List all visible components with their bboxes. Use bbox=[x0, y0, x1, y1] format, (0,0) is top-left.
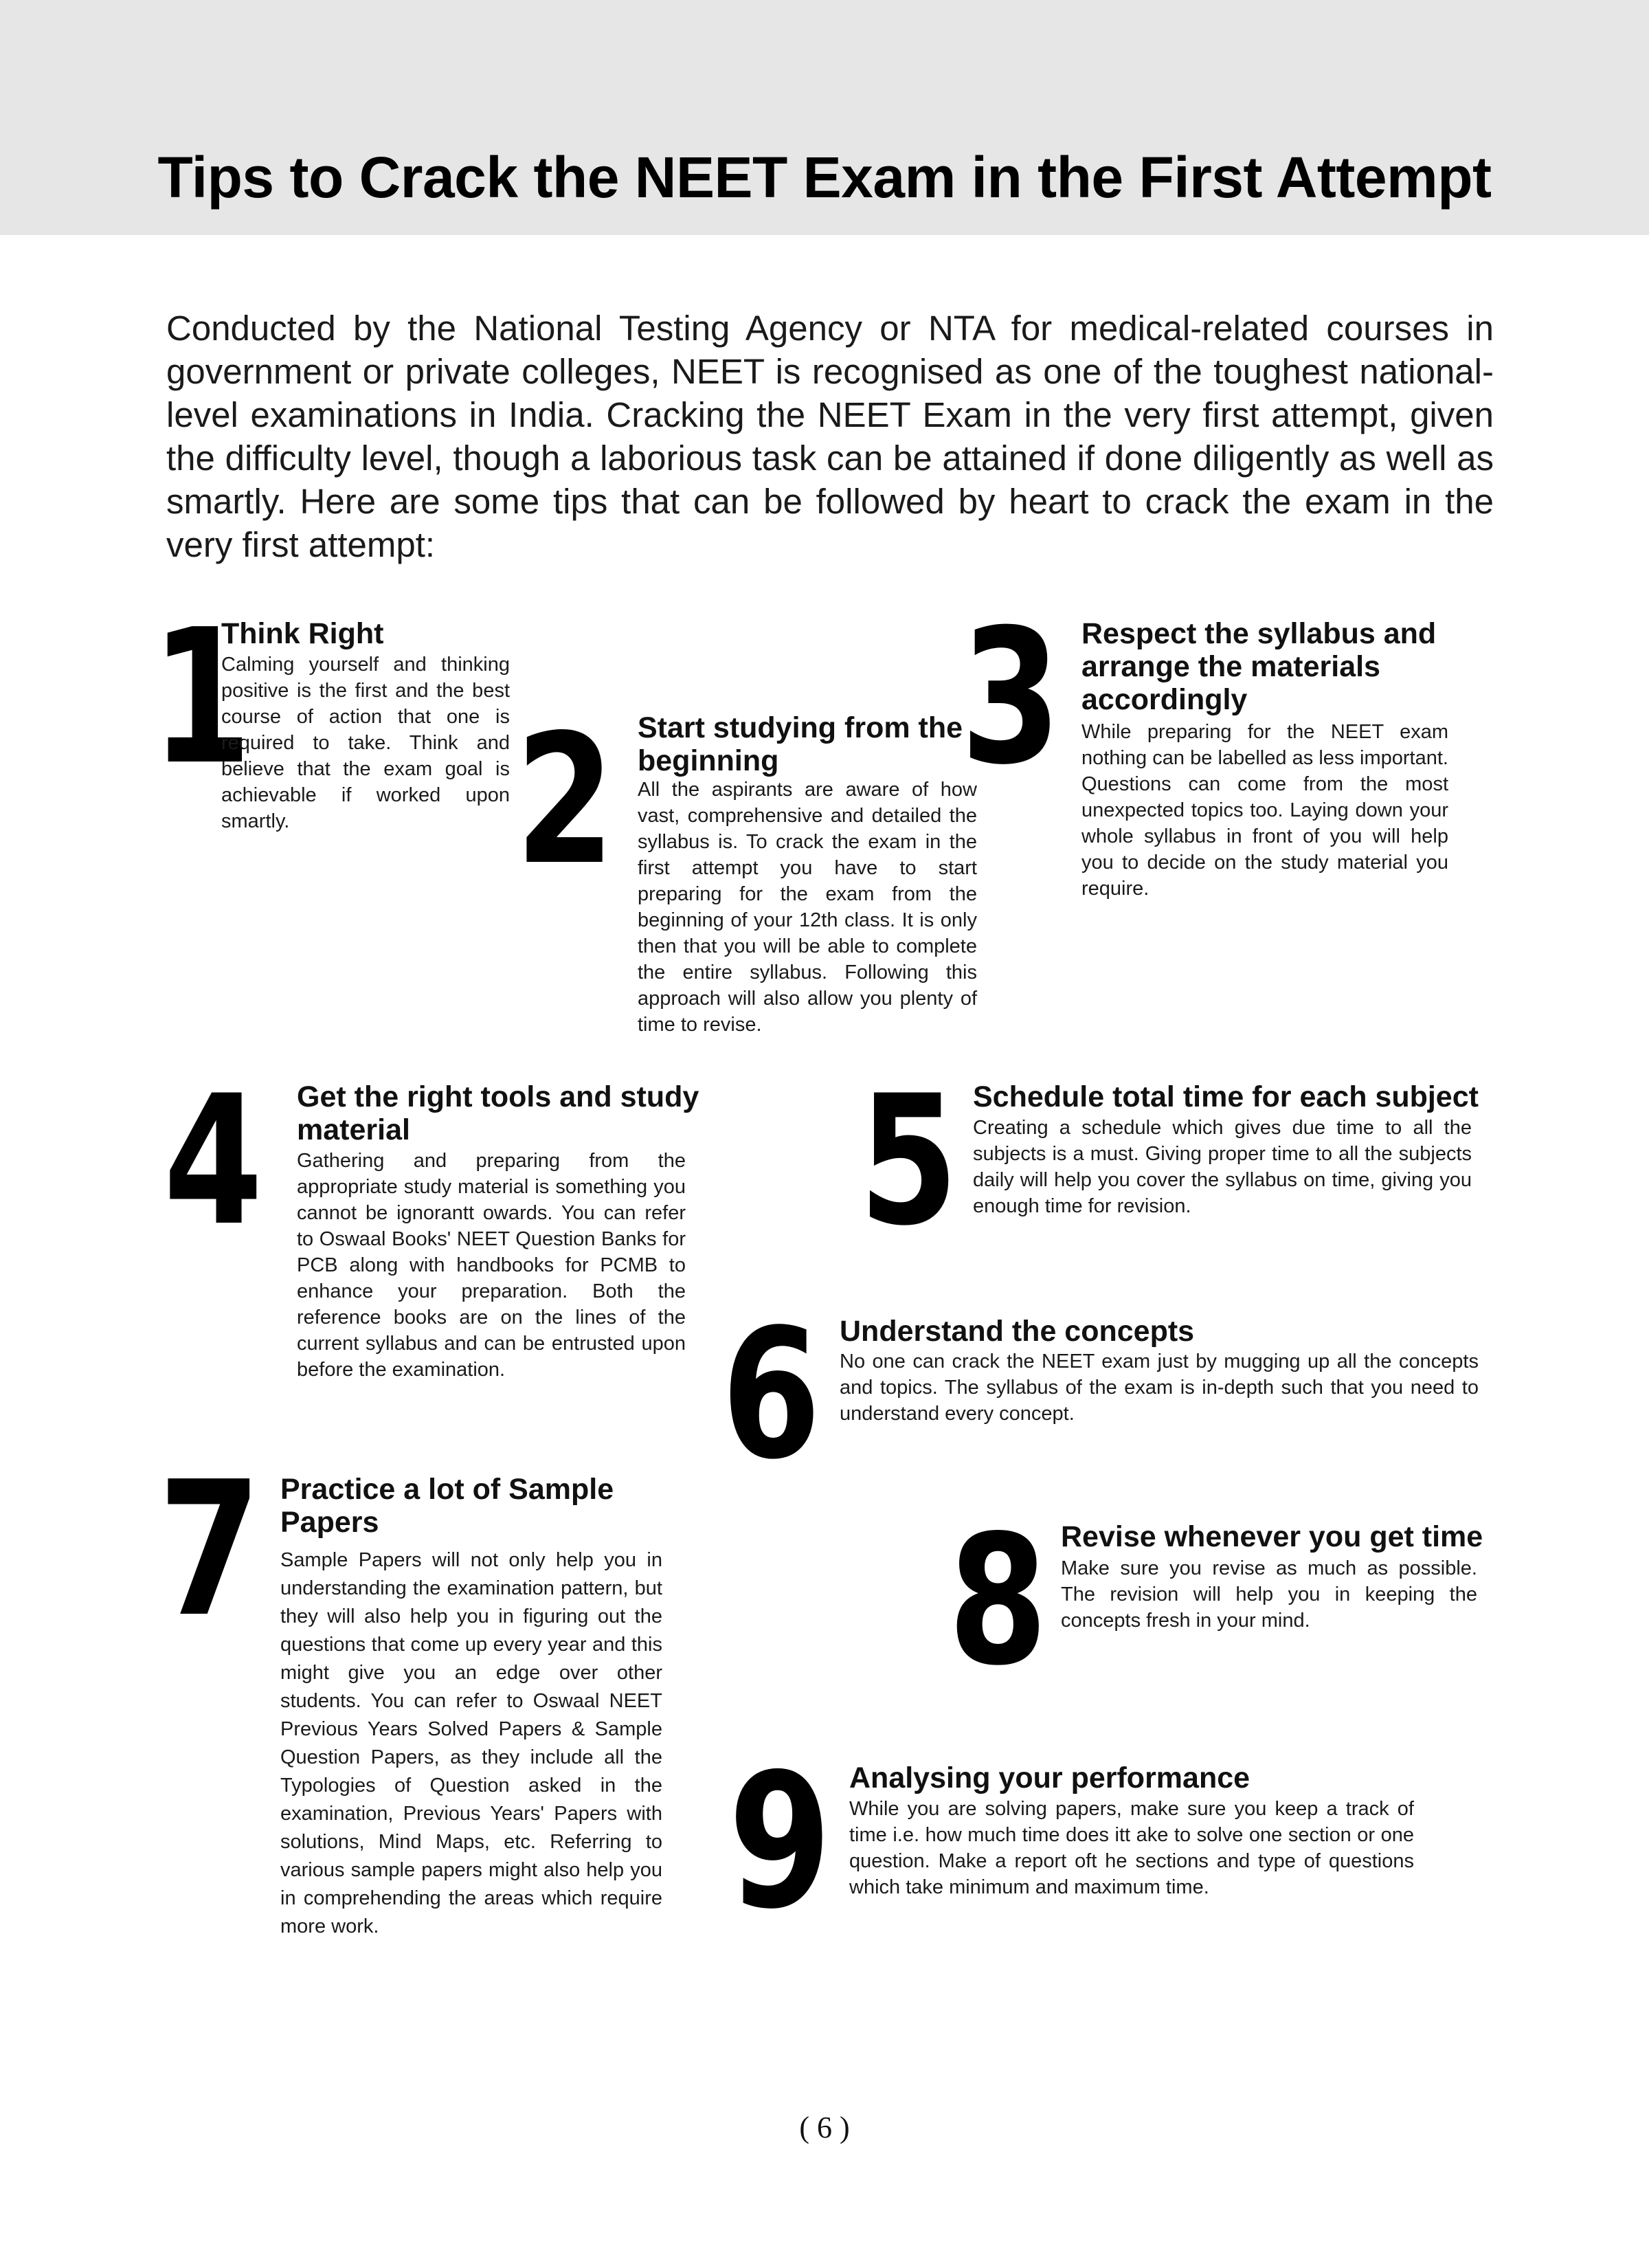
tip-body-2: All the aspirants are aware of how vast, comprehensive and detailed the syllabus is. To crack the exam in the first attempt you have to start preparing for the exam from the beginning of your 12th class. It is only then that you will be able to complete the entire syllabus. Following this approach will also allow you plenty of time to revise. bbox=[638, 779, 977, 1036]
tip-body-1: Calming yourself and thinking positive is the first and the best course of action that one is required to take. Think and believe that the exam goal is achievable if worked upon smartly. bbox=[221, 654, 510, 832]
intro-paragraph: Conducted by the National Testing Agency or NTA for medical-related courses in government or private colleges, NEET is recognised as one of the toughest national-level examinations in India. Cracking the NEET Exam in the very first attempt, given the difficulty level, though a laborious task can be attained if done diligently as well as smartly. Here are some tips that can be followed by heart to crack the exam in the very first attempt: bbox=[166, 309, 1494, 564]
tip-body-6: No one can crack the NEET exam just by mugging up all the concepts and topics. The syllabus of the exam is in-depth such that you need to understand every concept. bbox=[840, 1350, 1479, 1425]
tip-title-4: Get the right tools and study material bbox=[297, 1080, 699, 1146]
tip-body-8: Make sure you revise as much as possible. The revision will help you in keeping the concepts fresh in your mind. bbox=[1061, 1557, 1477, 1632]
tip-title-3: Respect the syllabus and arrange the materials accordingly bbox=[1081, 617, 1437, 716]
tip-body-4: Gathering and preparing from the appropriate study material is something you cannot be ignorantt owards. You can refer to Oswaal Books' NEET Question Banks for PCB along with handbooks for PCMB to enhance your preparation. Both the reference books are on the lines of the current syllabus and can be entrusted upon before the examination. bbox=[297, 1150, 686, 1381]
tip-number-4: 4 bbox=[164, 1058, 263, 1265]
tip-title-6: Understand the concepts bbox=[840, 1315, 1195, 1348]
tip-title-5: Schedule total time for each subject bbox=[973, 1080, 1479, 1113]
tip-number-2: 2 bbox=[515, 697, 615, 904]
tip-body-9: While you are solving papers, make sure you keep a track of time i.e. how much time does itt ake to solve one section or one question. Make a report oft he sections and type of questions which take minimum and maximum time. bbox=[849, 1798, 1414, 1898]
tip-body-7: Sample Papers will not only help you in understanding the examination pattern, but they will also help you in figuring out the questions that come up every year and this might give you an edge over other students. You can refer to Oswaal NEET Previous Years Solved Papers & Sample Question Papers, as they include all the Typologies of Question asked in the examination, Previous Years' Papers with solutions, Mind Maps, etc. Referring to various sample papers might also help you in comprehending the areas which require more work. bbox=[280, 1549, 662, 1937]
page-title: Tips to Crack the NEET Exam in the First Attempt bbox=[157, 145, 1492, 210]
tip-body-3: While preparing for the NEET exam nothing can be labelled as less important. Questions can come from the most unexpected topics too. Laying down your whole syllabus in front of you will help you to decide on the study material you require. bbox=[1081, 721, 1448, 900]
tip-number-8: 8 bbox=[948, 1498, 1048, 1705]
tip-title-8: Revise whenever you get time bbox=[1061, 1520, 1483, 1553]
tip-title-2: Start studying from the beginning bbox=[638, 711, 963, 777]
tip-number-7: 7 bbox=[158, 1441, 262, 1658]
tip-number-5: 5 bbox=[859, 1058, 958, 1265]
tip-title-7: Practice a lot of Sample Papers bbox=[280, 1473, 614, 1539]
page-number: ( 6 ) bbox=[799, 2111, 850, 2144]
tip-number-9: 9 bbox=[728, 1733, 832, 1950]
tip-number-3: 3 bbox=[961, 589, 1062, 805]
tip-body-5: Creating a schedule which gives due time to all the subjects is a must. Giving proper time to all the subjects daily will help you cover the syllabus on time, giving you enough time for revision. bbox=[973, 1117, 1472, 1217]
tip-title-1: Think Right bbox=[221, 617, 384, 650]
tip-title-9: Analysing your performance bbox=[849, 1761, 1250, 1794]
tip-number-6: 6 bbox=[721, 1291, 821, 1499]
tip-number-1: 1 bbox=[151, 589, 252, 805]
